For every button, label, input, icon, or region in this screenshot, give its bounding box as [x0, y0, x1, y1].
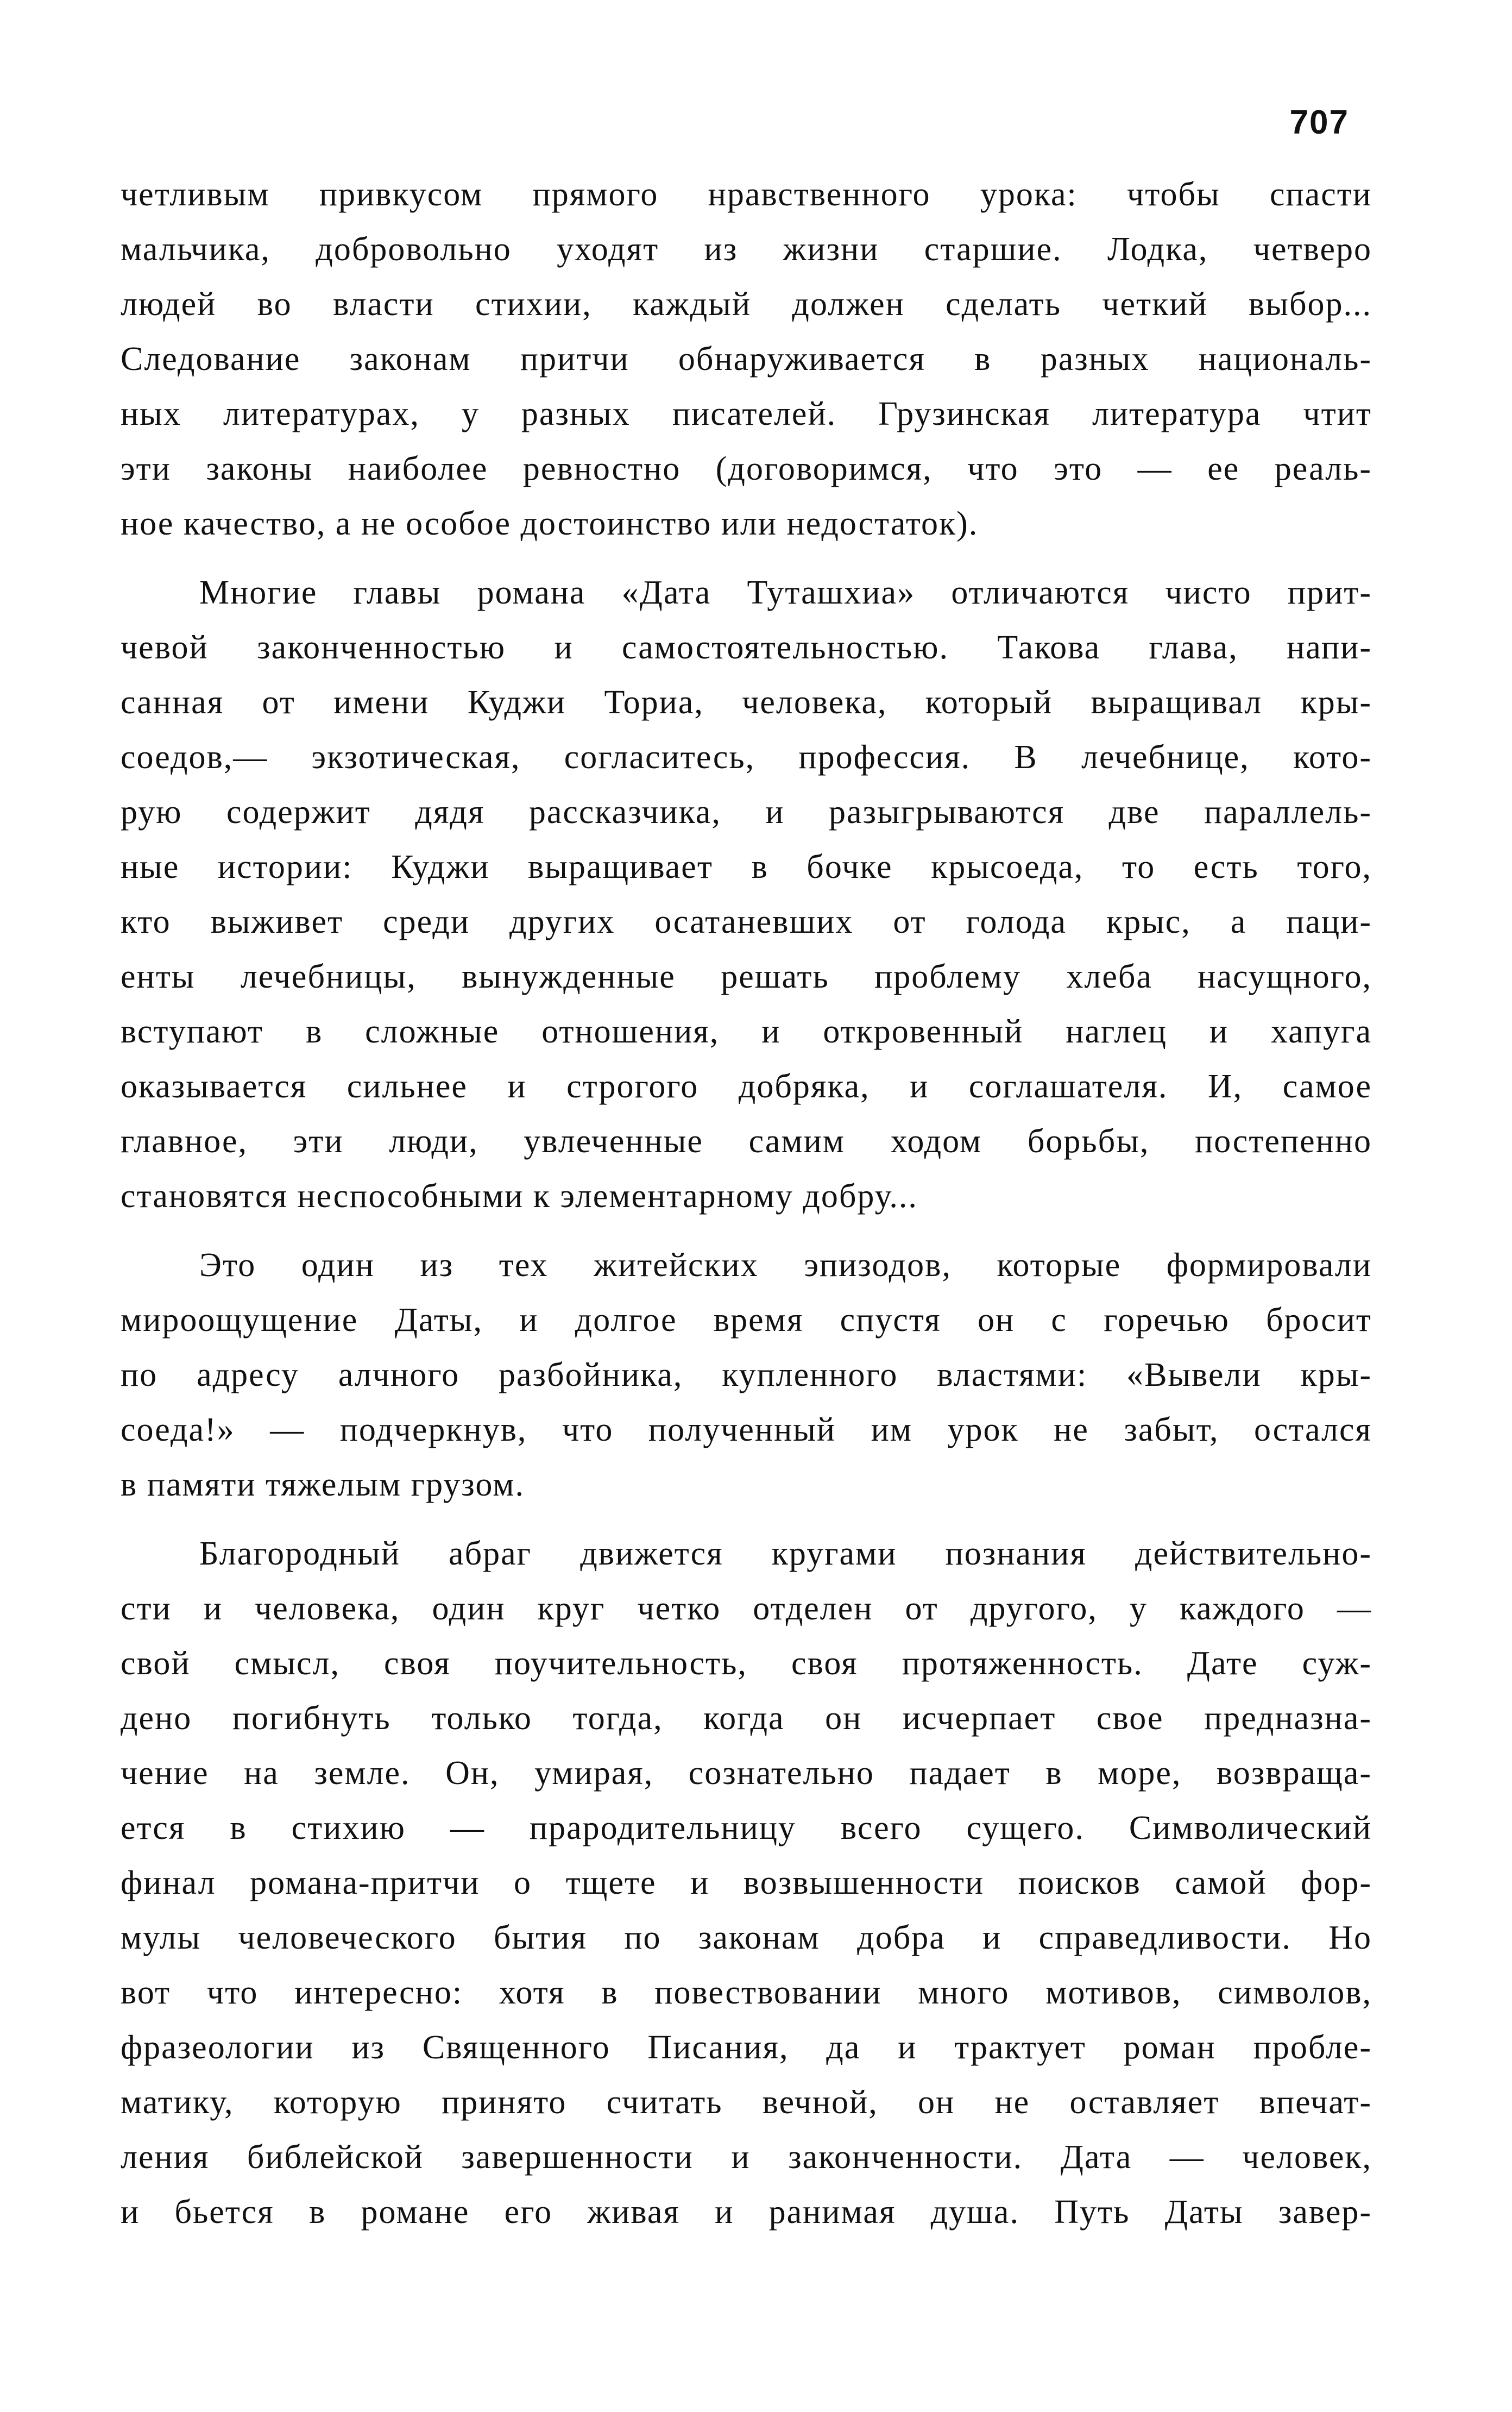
text-line: главное, эти люди, увлеченные самим ходом борьбы, постепенно [121, 1123, 1372, 1160]
page-number: 707 [1289, 104, 1349, 141]
text-line: эти законы наиболее ревностно (договоримся, что это — ее реаль- [121, 450, 1372, 487]
text-line: матику, которую принято считать вечной, он не оставляет впечат- [121, 2084, 1372, 2121]
text-line: становятся неспособными к элементарному добру... [121, 1178, 918, 1215]
paragraph [121, 1238, 1372, 1512]
paragraph-gap [121, 1512, 1372, 1527]
text-line: чевой законченностью и самостоятельностью. Такова глава, напи- [121, 629, 1372, 666]
text-line: ления библейской завершенности и законченности. Дата — человек, [121, 2139, 1372, 2176]
text-line: четливым привкусом прямого нравственного урока: чтобы спасти [121, 176, 1372, 213]
text-line: фразеологии из Священного Писания, да и трактует роман пробле- [121, 2029, 1372, 2066]
paragraph [121, 1527, 1372, 2240]
body-text [121, 167, 1372, 2240]
text-line: ется в стихию — прародительницу всего сущего. Символический [121, 1810, 1372, 1846]
paragraph [121, 566, 1372, 1224]
text-line: вступают в сложные отношения, и откровенный наглец и хапуга [121, 1013, 1372, 1050]
paragraph [121, 167, 1372, 551]
text-line: Следование законам притчи обнаруживается в разных националь- [121, 341, 1372, 378]
text-line: ные истории: Куджи выращивает в бочке крысоеда, то есть того, [121, 849, 1372, 885]
text-line: рую содержит дядя рассказчика, и разыгрываются две параллель- [121, 794, 1372, 831]
text-line: свой смысл, своя поучительность, своя протяженность. Дате суж- [121, 1645, 1372, 1682]
text-line: сти и человека, один круг четко отделен от другого, у каждого — [121, 1590, 1372, 1627]
text-line: оказывается сильнее и строгого добряка, и соглашателя. И, самое [121, 1068, 1372, 1105]
text-line: ных литературах, у разных писателей. Грузинская литература чтит [121, 395, 1372, 432]
paragraph-gap [121, 551, 1372, 566]
text-line: вот что интересно: хотя в повествовании много мотивов, символов, [121, 1974, 1372, 2011]
text-line: ное качество, а не особое достоинство или недостаток). [121, 505, 979, 542]
text-line: людей во власти стихии, каждый должен сделать четкий выбор... [121, 286, 1372, 323]
text-line: кто выживет среди других осатаневших от голода крыс, а паци- [121, 903, 1372, 940]
text-line: Это один из тех житейских эпизодов, которые формировали [199, 1247, 1372, 1284]
text-line: чение на земле. Он, умирая, сознательно падает в море, возвраща- [121, 1755, 1372, 1792]
text-line: в памяти тяжелым грузом. [121, 1466, 525, 1503]
text-line: мальчика, добровольно уходят из жизни старшие. Лодка, четверо [121, 231, 1372, 268]
text-line: дено погибнуть только тогда, когда он исчерпает свое предназна- [121, 1700, 1372, 1737]
text-line: соеда!» — подчеркнув, что полученный им урок не забыт, остался [121, 1411, 1372, 1448]
text-line: енты лечебницы, вынужденные решать проблему хлеба насущного, [121, 958, 1372, 995]
paragraph-gap [121, 1224, 1372, 1238]
text-line: финал романа-притчи о тщете и возвышенности поисков самой фор- [121, 1864, 1372, 1901]
text-line: санная от имени Куджи Ториа, человека, который выращивал кры- [121, 684, 1372, 721]
text-line: по адресу алчного разбойника, купленного властями: «Вывели кры- [121, 1356, 1372, 1393]
text-line: соедов,— экзотическая, согласитесь, профессия. В лечебнице, кото- [121, 739, 1372, 776]
text-line: мулы человеческого бытия по законам добра и справедливости. Но [121, 1919, 1372, 1956]
text-line: и бьется в романе его живая и ранимая душа. Путь Даты завер- [121, 2194, 1372, 2231]
text-line: мироощущение Даты, и долгое время спустя он с горечью бросит [121, 1302, 1372, 1339]
text-line: Многие главы романа «Дата Туташхиа» отличаются чисто прит- [199, 574, 1372, 611]
text-line: Благородный абраг движется кругами познания действительно- [199, 1535, 1372, 1572]
